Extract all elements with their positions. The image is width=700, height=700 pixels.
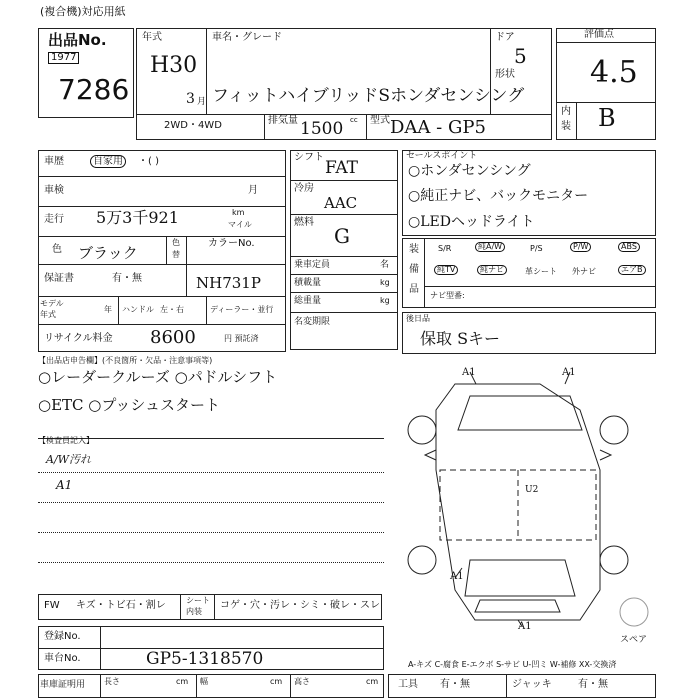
seat-items: コゲ・穴・汚レ・シミ・破レ・スレ	[220, 600, 380, 611]
equip-pw: P/W	[570, 242, 591, 252]
tools-label: 工具	[398, 679, 418, 690]
import-label: ディーラー・並行	[210, 305, 274, 314]
post-label: 後日品	[406, 314, 430, 323]
mark-front-right: A1	[562, 367, 576, 378]
equip-ext-navi: 外ナビ	[572, 267, 596, 276]
month-value: 3	[186, 91, 195, 107]
equipment-label-2: 備	[409, 264, 419, 275]
mileage-unit-top: km	[232, 208, 245, 217]
weight-unit: kg	[380, 296, 390, 305]
cert-label: 車庫証明用	[40, 680, 86, 690]
sales-point-3: ○LEDヘッドライト	[408, 214, 535, 230]
lot-bracket: 1977	[48, 52, 79, 64]
jack-label: ジャッキ	[512, 679, 552, 690]
warranty-label: 保証書	[44, 273, 74, 284]
capacity-label: 乗車定員	[294, 260, 331, 270]
equip-aw: 純A/W	[475, 242, 505, 252]
load-unit: kg	[380, 278, 390, 287]
interior-value: B	[598, 104, 616, 132]
reg-label: 登録No.	[44, 631, 81, 642]
mark-roof: U2	[525, 485, 539, 495]
mark-rear-left: A1	[450, 571, 464, 582]
shape-label: 形状	[495, 69, 515, 80]
mark-rear-bottom: A1	[518, 621, 532, 632]
inspection-unit: 月	[248, 185, 258, 196]
warranty-value: 有・無	[112, 273, 142, 284]
equip-tv: 純TV	[434, 265, 458, 275]
equip-sr: S/R	[438, 244, 452, 253]
post-value: 保取 Sキー	[420, 329, 501, 348]
color-no-value: NH731P	[196, 274, 261, 292]
model-year-label-1: モデル	[40, 299, 64, 308]
mark-front-left: A1	[462, 367, 476, 378]
ac-value: AAC	[324, 194, 358, 212]
lot-number: 7286	[58, 73, 130, 106]
fuel-value: G	[334, 224, 350, 248]
equip-airbag: エアB	[618, 265, 646, 275]
equipment-label-1: 装	[409, 244, 419, 255]
equipment-label-3: 品	[409, 284, 419, 295]
displacement-label: 排気量	[268, 115, 298, 126]
mileage-value: 5万3千921	[96, 208, 179, 227]
handle-value: 左・右	[160, 305, 184, 314]
ac-label: 冷房	[294, 183, 314, 194]
equip-ps: P/S	[530, 244, 543, 253]
seller-notes-line1: ○レーダークルーズ ○パドルシフト	[38, 368, 278, 386]
model-year-label-2: 年式	[40, 310, 56, 319]
door-value: 5	[514, 44, 527, 68]
inspector-line2: A1	[56, 478, 73, 492]
shift-label: シフト	[294, 152, 324, 163]
model-label: 型式	[370, 115, 390, 126]
color-no-label: カラーNo.	[208, 238, 255, 249]
recycle-label: リサイクル料金	[44, 333, 113, 344]
score-value: 4.5	[590, 55, 638, 90]
inspection-label: 車検	[44, 185, 64, 196]
name-value: フィットハイブリッドSホンダセンシング	[212, 86, 525, 106]
color-change-1: 色	[172, 238, 180, 247]
seat-label-2: 内装	[186, 607, 202, 616]
height-unit: cm	[366, 677, 379, 686]
displacement-unit: cc	[350, 116, 358, 124]
fw-items: キズ・トビ石・割レ	[76, 600, 166, 611]
weight-label: 総重量	[294, 296, 322, 306]
seller-notes-label: 【出品店申告欄】(不良箇所・欠品・注意事項等)	[38, 356, 213, 365]
length-unit: cm	[176, 677, 189, 686]
name-change-label: 名変期限	[294, 317, 331, 327]
model-value: DAA - GP5	[390, 117, 486, 138]
width-label: 幅	[200, 677, 208, 686]
inspector-line1: A/W汚れ	[46, 453, 91, 466]
color-change-2: 替	[172, 250, 180, 259]
jack-value: 有・無	[578, 679, 608, 690]
chassis-label: 車台No.	[44, 653, 81, 664]
displacement-value: 1500	[300, 119, 344, 139]
interior-label-1: 内	[561, 106, 571, 117]
cert-box	[38, 674, 384, 698]
height-label: 高さ	[294, 677, 310, 686]
equip-abs: ABS	[618, 242, 640, 252]
interior-label-2: 装	[561, 121, 571, 132]
recycle-unit: 円 預託済	[224, 334, 259, 343]
fw-label: FW	[44, 600, 60, 611]
door-label: ドア	[495, 32, 515, 43]
mileage-unit-bottom: マイル	[228, 220, 252, 229]
spare-label: スペア	[620, 635, 648, 645]
month-unit: 月	[197, 97, 207, 107]
inspector-label: 【検査員記入】	[38, 436, 94, 445]
model-year-unit: 年	[104, 305, 112, 314]
equip-navi: 純ナビ	[477, 265, 507, 275]
drive-label: 2WD・4WD	[164, 120, 222, 131]
capacity-unit: 名	[380, 260, 390, 270]
car-history-rest: ・( )	[138, 156, 159, 167]
tools-value: 有・無	[440, 679, 470, 690]
mileage-label: 走行	[44, 214, 64, 225]
color-label: 色	[52, 244, 62, 255]
year-value: H30	[150, 53, 198, 78]
navi-label: ナビ型番:	[430, 291, 465, 300]
sales-point-2: ○純正ナビ、バックモニター	[408, 188, 589, 204]
handle-label: ハンドル	[122, 305, 154, 314]
color-value: ブラック	[78, 244, 138, 262]
lot-label: 出品No.	[48, 31, 107, 49]
recycle-value: 8600	[150, 327, 196, 348]
shift-value: FAT	[325, 158, 359, 178]
sales-points-label: セールスポイント	[406, 151, 478, 161]
equip-leather: 革シート	[525, 267, 557, 276]
fuel-label: 燃料	[294, 217, 314, 228]
year-label: 年式	[142, 32, 162, 43]
name-label: 車名・グレード	[212, 32, 282, 43]
top-note: (複合機)対応用紙	[40, 5, 126, 18]
seller-notes-line2: ○ETC ○プッシュスタート	[38, 396, 221, 414]
car-history-label: 車歴	[44, 156, 64, 167]
score-label: 評価点	[584, 29, 614, 40]
sales-point-1: ○ホンダセンシング	[408, 163, 531, 179]
width-unit: cm	[270, 677, 283, 686]
chassis-value: GP5-1318570	[146, 649, 264, 669]
seat-label-1: シート	[186, 596, 210, 605]
damage-legend: A-キズ C-腐食 E-エクボ S-サビ U-凹ミ W-補修 XX-交換済	[408, 660, 617, 669]
load-label: 積載量	[294, 278, 322, 288]
length-label: 長さ	[104, 677, 120, 686]
car-history-value: 自家用	[90, 157, 126, 167]
